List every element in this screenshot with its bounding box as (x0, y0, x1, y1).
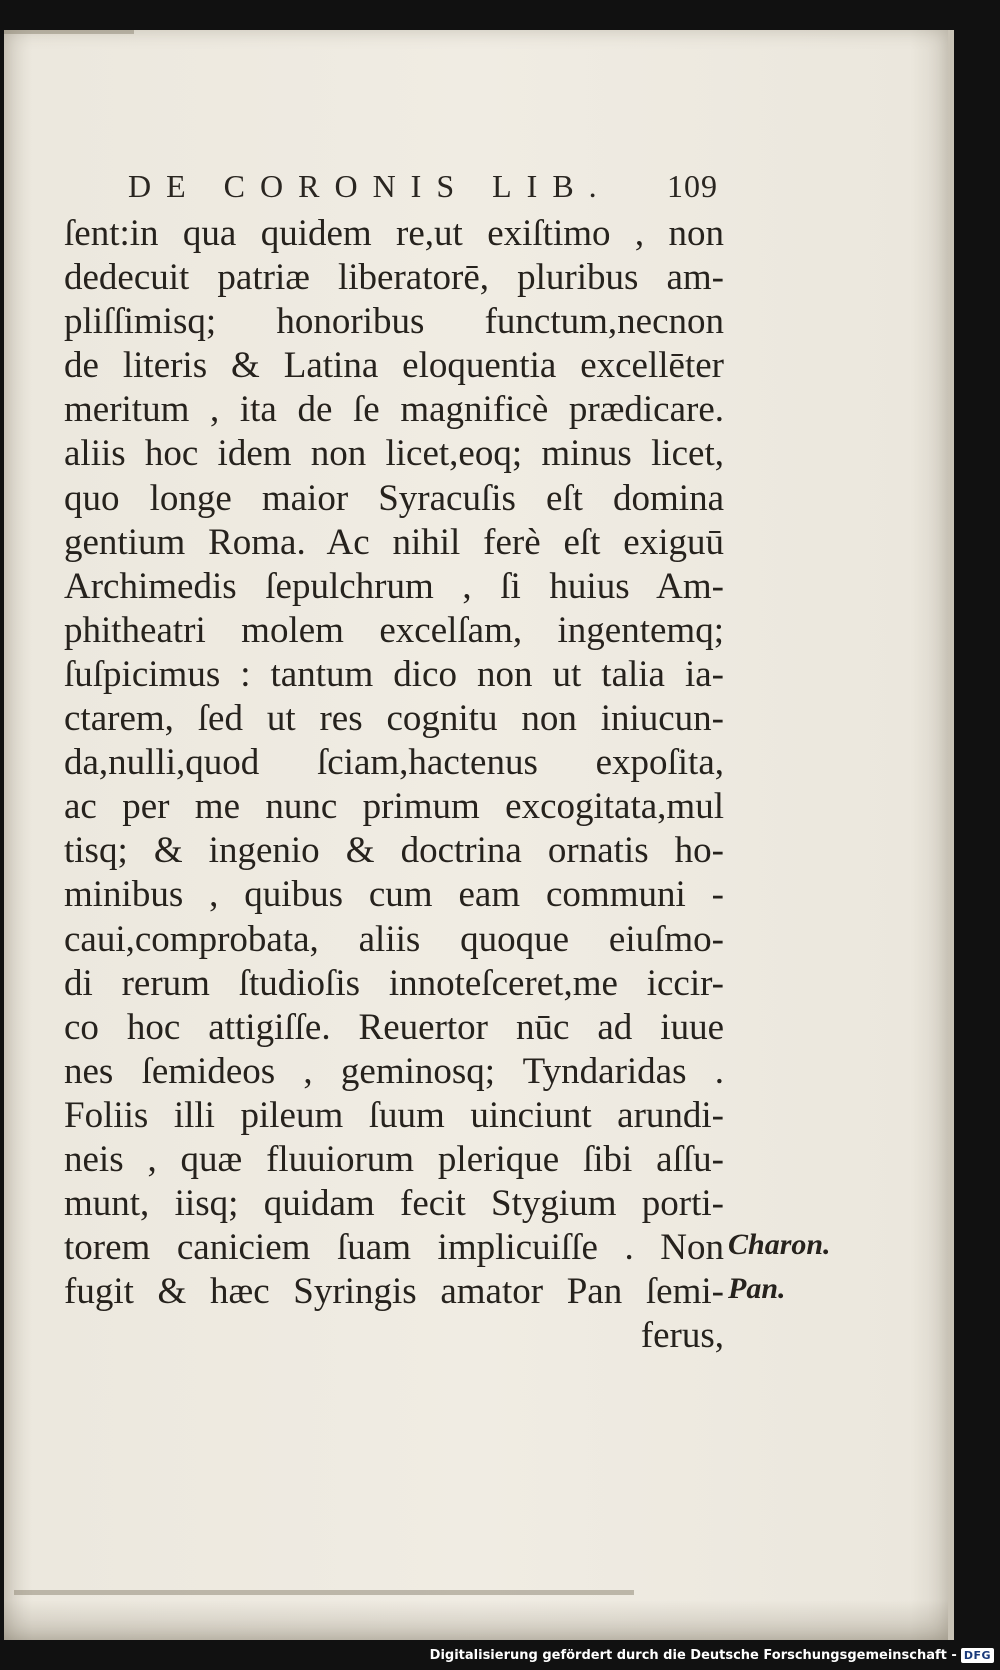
page-header (128, 168, 718, 212)
text-line: fugit & hæc Syringis amator Pan ſemi- (64, 1271, 724, 1313)
credit-text: Digitalisierung gefördert durch die Deutsche Forschungsgemeinschaft - (429, 1647, 957, 1663)
edge-mark (14, 1590, 634, 1595)
text-line: nes ſemideos , geminosq; Tyndaridas . (64, 1050, 724, 1092)
page-number: 109 (667, 168, 718, 204)
margin-note-charon: Charon. (728, 1228, 831, 1261)
margin-note-pan: Pan. (728, 1272, 786, 1305)
text-line: neis , quæ fluuiorum plerique ſibi aſſu- (64, 1138, 724, 1180)
text-line: ac per me nunc primum excogitata,mul (64, 786, 724, 828)
text-line: di rerum ſtudioſis innoteſceret,me iccir- (64, 962, 724, 1004)
text-line: phitheatri molem excelſam, ingentemq; (64, 609, 724, 651)
text-line: quo longe maior Syracuſis eſt domina (64, 477, 724, 519)
text-line: gentium Roma. Ac nihil ferè eſt exiguū (64, 521, 724, 563)
catchword-line: ferus, (640, 1315, 724, 1357)
text-line: Foliis illi pileum ſuum uinciunt arundi- (64, 1094, 724, 1136)
text-line: da,nulli,quod ſciam,hactenus expoſita, (64, 742, 724, 784)
body-text (64, 212, 724, 1358)
text-line: torem caniciem ſuam implicuiſſe . Non (64, 1227, 724, 1269)
text-line: de literis & Latina eloquentia excellēter (64, 345, 724, 387)
page-foot-shadow (4, 1600, 948, 1640)
text-line: minibus , quibus cum eam communi - (64, 874, 724, 916)
text-line: ſent:in qua quidem re,ut exiſtimo , non (64, 213, 724, 254)
digitization-credit (430, 1642, 994, 1668)
running-title: DE CORONIS LIB. (128, 168, 612, 204)
text-line: aliis hoc idem non licet,eoq; minus licet, (64, 433, 724, 475)
text-line: caui,comprobata, aliis quoque eiuſmo- (64, 918, 724, 960)
text-line: ſuſpicimus : tantum dico non ut talia ia- (64, 653, 724, 695)
text-line: meritum , ita de ſe magnificè prædicare. (64, 389, 724, 431)
text-line: ctarem, ſed ut res cognitu non iniucun- (64, 698, 724, 740)
text-line: co hoc attigiſſe. Reuertor nūc ad iuue (64, 1006, 724, 1048)
text-line: munt, iisq; quidam fecit Stygium porti- (64, 1183, 724, 1225)
text-line: dedecuit patriæ liberatorē, pluribus am- (64, 257, 724, 299)
edge-mark (4, 30, 134, 34)
dfg-logo: DFG (961, 1648, 994, 1663)
text-line: pliſſimisq; honoribus functum,necnon (64, 301, 724, 343)
text-line: Archimedis ſepulchrum , ſi huius Am- (64, 565, 724, 607)
text-line: tisq; & ingenio & doctrina ornatis ho- (64, 830, 724, 872)
